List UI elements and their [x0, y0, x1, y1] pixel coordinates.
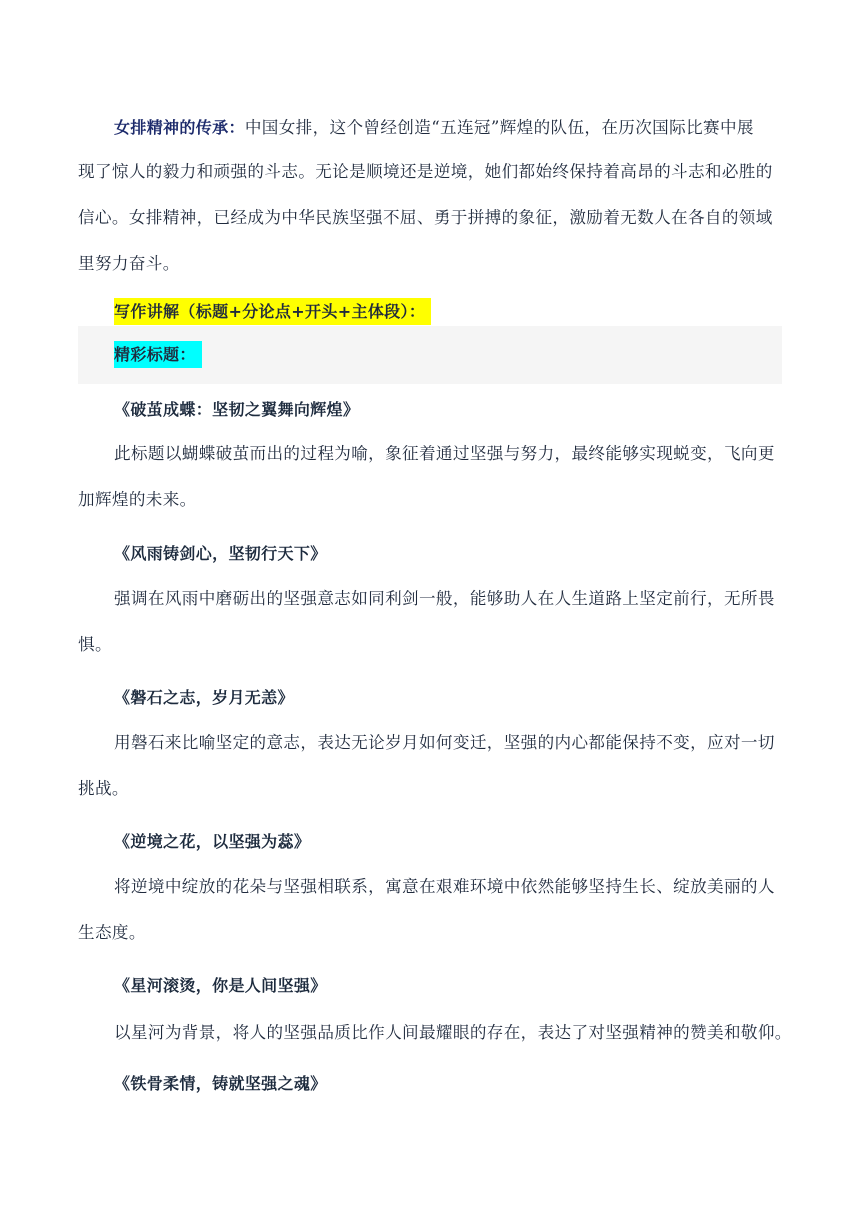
item-desc-line: 惧。: [78, 635, 112, 654]
intro-label: 女排精神的传承：: [114, 118, 245, 137]
intro-line-1-text: 中国女排，这个曾经创造“五连冠”辉煌的队伍，在历次国际比赛中展: [244, 118, 754, 137]
intro-line-1: [114, 116, 754, 140]
item-desc-line: 将逆境中绽放的花朵与坚强相联系，寓意在艰难环境中依然能够坚持生长、绽放美丽的人: [114, 877, 775, 896]
item-desc-line: 挑战。: [78, 779, 129, 798]
item-title: 《铁骨柔情，铸就坚强之魂》: [114, 1074, 327, 1093]
item-desc-line: 强调在风雨中磨砺出的坚强意志如同利剑一般，能够助人在人生道路上坚定前行，无所畏: [114, 589, 775, 608]
item-desc-line: 用磐石来比喻坚定的意志，表达无论岁月如何变迁，坚强的内心都能保持不变，应对一切: [114, 733, 775, 752]
writing-header-text: 写作讲解（标题+分论点+开头+主体段）：: [114, 298, 431, 325]
item-title: 《破茧成蝶：坚韧之翼舞向辉煌》: [114, 400, 360, 419]
item-desc-line: 加辉煌的未来。: [78, 490, 197, 509]
item-title: 《逆境之花，以坚强为蕊》: [114, 832, 311, 851]
item-title: 《磐石之志，岁月无恙》: [114, 688, 294, 707]
item-desc-line: 生态度。: [78, 923, 146, 942]
section-title-text: 精彩标题：: [114, 341, 202, 368]
intro-line-3: 信心。女排精神，已经成为中华民族坚强不屈、勇于拼搏的象征，激励着无数人在各自的领域: [78, 208, 773, 227]
item-title: 《星河滚烫，你是人间坚强》: [114, 976, 327, 995]
item-desc-line: 此标题以蝴蝶破茧而出的过程为喻，象征着通过坚强与努力，最终能够实现蜕变，飞向更: [114, 444, 775, 463]
item-desc-line: 以星河为背景，将人的坚强品质比作人间最耀眼的存在，表达了对坚强精神的赞美和敬仰。: [114, 1023, 792, 1042]
intro-line-2: 现了惊人的毅力和顽强的斗志。无论是顺境还是逆境，她们都始终保持着高昂的斗志和必胜的: [78, 162, 773, 181]
item-title: 《风雨铸剑心，坚韧行天下》: [114, 544, 327, 563]
intro-line-4: 里努力奋斗。: [78, 254, 180, 273]
